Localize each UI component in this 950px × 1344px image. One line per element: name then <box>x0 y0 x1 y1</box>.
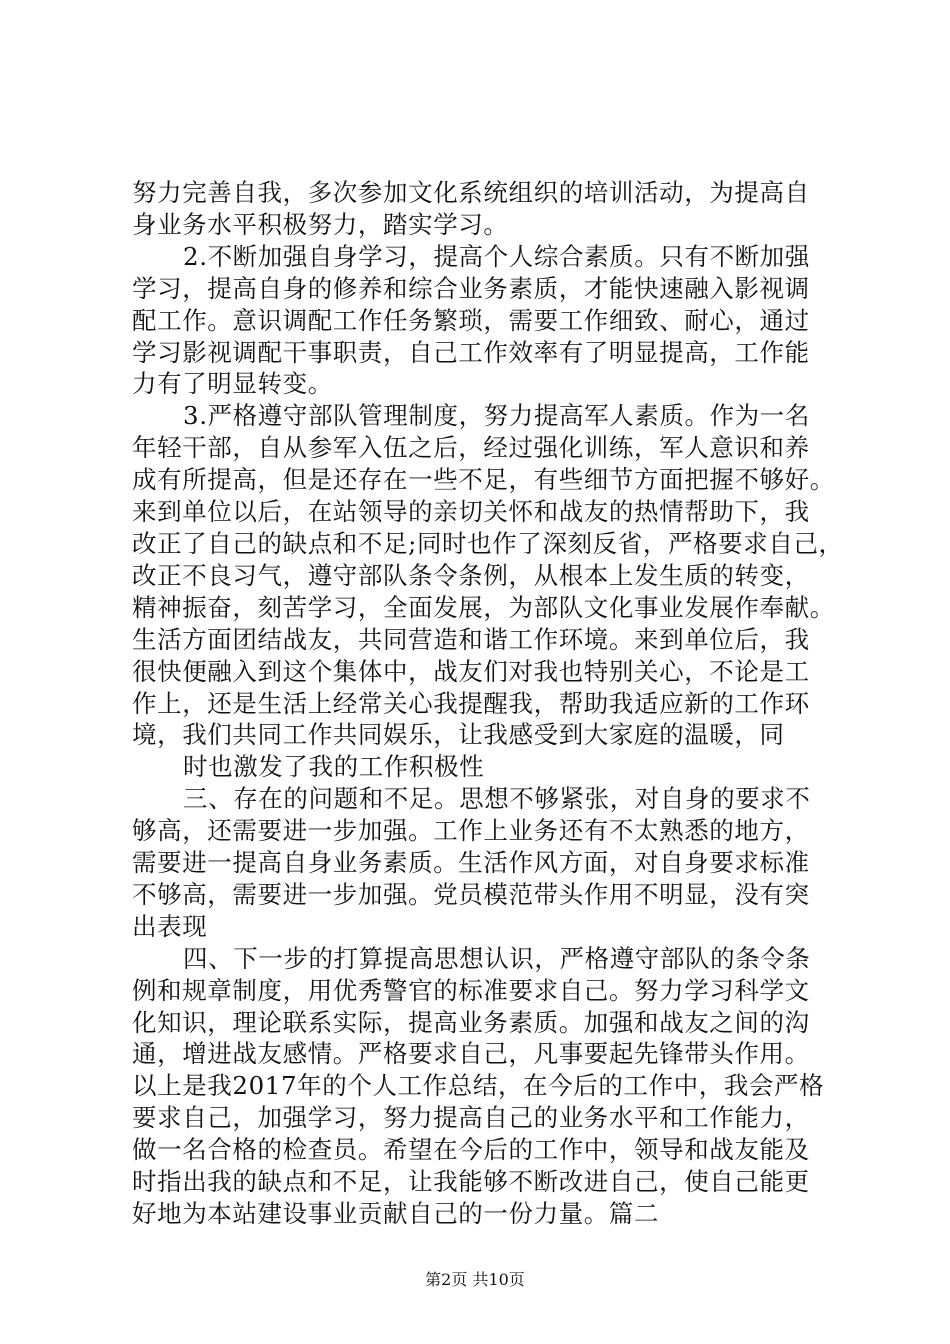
text-line: 来到单位以后，在站领导的亲切关怀和战友的热情帮助下，我 <box>132 497 810 526</box>
text-line: 生活方面团结战友，共同营造和谐工作环境。来到单位后，我 <box>132 625 810 654</box>
text-line: 2.不断加强自身学习，提高个人综合素质。只有不断加强 <box>183 242 810 271</box>
text-line: 够高，还需要进一步加强。工作上业务还有不太熟悉的地方， <box>132 816 810 845</box>
text-line: 时指出我的缺点和不足，让我能够不断改进自己，使自己能更 <box>132 1167 810 1196</box>
text-line: 年轻干部，自从参军入伍之后，经过强化训练，军人意识和养 <box>132 433 810 462</box>
text-line: 3.严格遵守部队管理制度，努力提高军人素质。作为一名 <box>183 401 810 430</box>
text-line: 例和规章制度，用优秀警官的标准要求自己。努力学习科学文 <box>132 976 810 1005</box>
text-line: 好地为本站建设事业贡献自己的一份力量。篇二 <box>132 1199 660 1228</box>
page-footer: 第2页 共10页 <box>425 1270 525 1289</box>
text-line: 学习影视调配干事职责，自己工作效率有了明显提高，工作能 <box>132 338 810 367</box>
text-line: 不够高，需要进一步加强。党员模范带头作用不明显，没有突 <box>132 880 810 909</box>
text-line: 境，我们共同工作共同娱乐，让我感受到大家庭的温暖，同 <box>132 720 785 749</box>
text-line: 精神振奋，刻苦学习，全面发展，为部队文化事业发展作奉献。 <box>132 593 835 622</box>
text-line: 时也激发了我的工作积极性 <box>183 752 485 781</box>
text-line: 作上，还是生活上经常关心我提醒我，帮助我适应新的工作环 <box>132 689 810 718</box>
text-line: 努力完善自我，多次参加文化系统组织的培训活动，为提高自 <box>132 178 810 207</box>
text-line: 需要进一提高自身业务素质。生活作风方面，对自身要求标准 <box>132 848 810 877</box>
text-line: 改正了自己的缺点和不足;同时也作了深刻反省，严格要求自己， <box>132 529 844 558</box>
text-line: 成有所提高，但是还存在一些不足，有些细节方面把握不够好。 <box>132 465 835 494</box>
text-line: 做一名合格的检查员。希望在今后的工作中，领导和战友能及 <box>132 1135 810 1164</box>
text-line: 要求自己，加强学习，努力提高自己的业务水平和工作能力， <box>132 1103 810 1132</box>
text-line: 改正不良习气，遵守部队条令条例，从根本上发生质的转变， <box>132 561 810 590</box>
text-line: 很快便融入到这个集体中，战友们对我也特别关心，不论是工 <box>132 657 810 686</box>
text-line: 身业务水平积极努力，踏实学习。 <box>132 210 509 239</box>
text-line: 力有了明显转变。 <box>132 369 333 398</box>
text-line: 以上是我2017年的个人工作总结，在今后的工作中，我会严格 <box>132 1071 825 1100</box>
text-line: 配工作。意识调配工作任务繁琐，需要工作细致、耐心，通过 <box>132 306 810 335</box>
text-line: 学习，提高自身的修养和综合业务素质，才能快速融入影视调 <box>132 274 810 303</box>
text-line: 化知识，理论联系实际，提高业务素质。加强和战友之间的沟 <box>132 1008 810 1037</box>
text-line: 四、下一步的打算提高思想认识，严格遵守部队的条令条 <box>183 944 811 973</box>
text-line: 出表现 <box>132 912 208 941</box>
text-line: 通，增进战友感情。严格要求自己，凡事要起先锋带头作用。 <box>132 1039 810 1068</box>
text-line: 三、存在的问题和不足。思想不够紧张，对自身的要求不 <box>183 784 811 813</box>
